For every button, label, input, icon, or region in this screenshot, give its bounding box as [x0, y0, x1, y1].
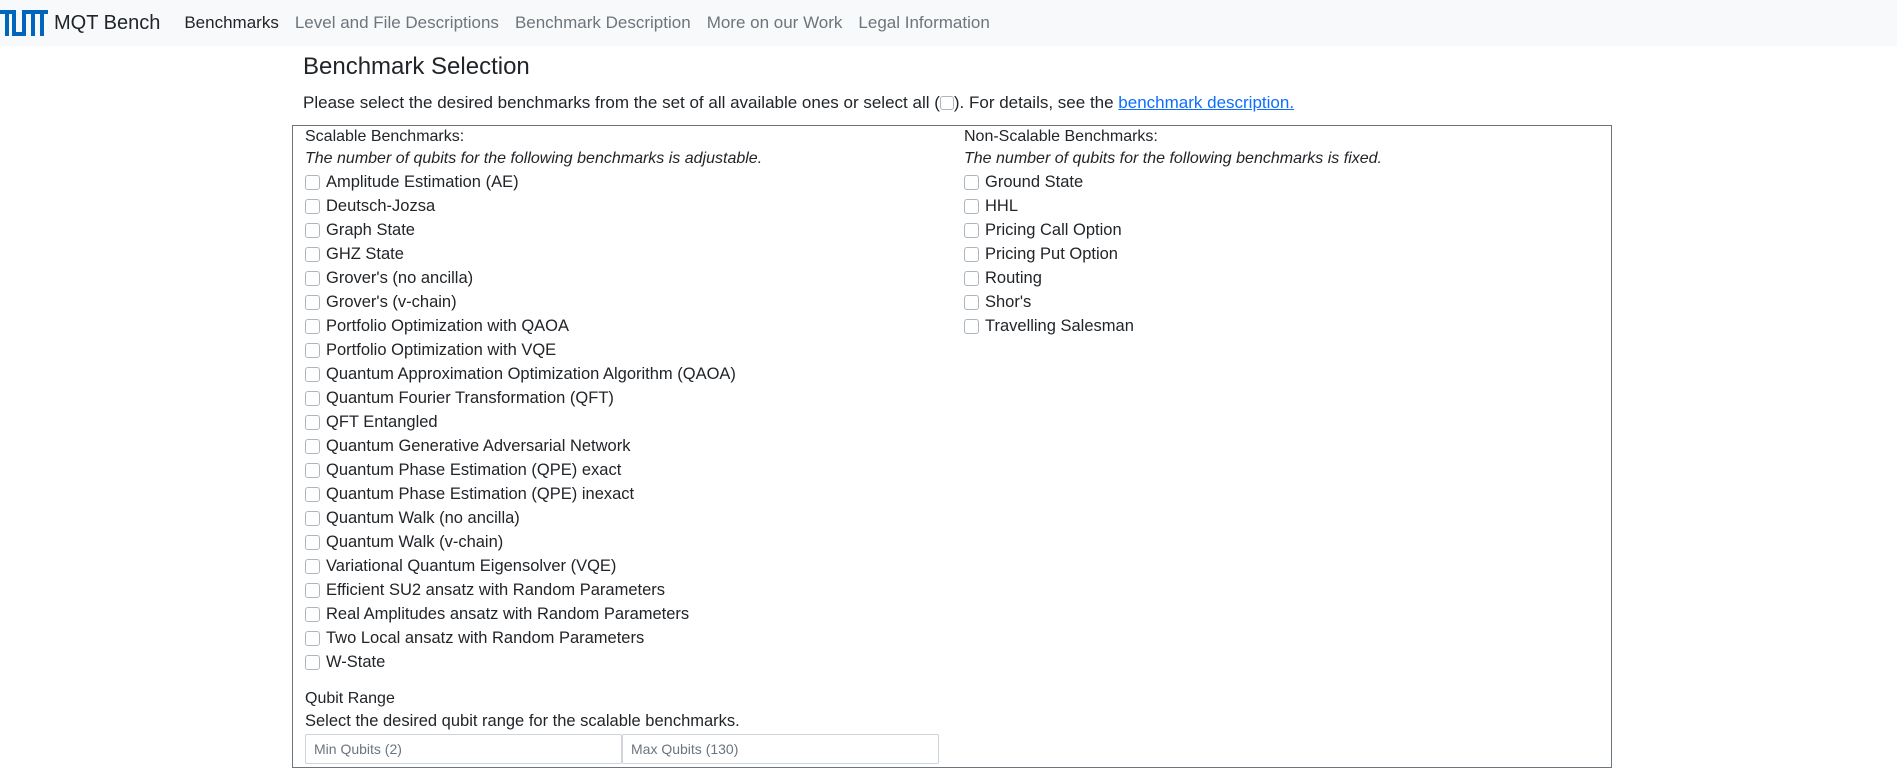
benchmark-checkbox[interactable] [305, 583, 320, 598]
benchmark-checkbox[interactable] [305, 463, 320, 478]
top-navbar [0, 0, 1897, 46]
nav-link-level-file-descriptions[interactable]: Level and File Descriptions [294, 13, 499, 32]
benchmark-label: Efficient SU2 ansatz with Random Parameters [326, 580, 666, 599]
benchmark-label: Quantum Generative Adversarial Network [326, 436, 631, 455]
benchmark-selection-box [292, 125, 1612, 768]
benchmark-checkbox[interactable] [305, 535, 320, 550]
benchmark-label: Pricing Call Option [985, 220, 1122, 239]
benchmark-checkbox[interactable] [964, 199, 979, 214]
benchmark-checkbox[interactable] [305, 607, 320, 622]
benchmark-label: Variational Quantum Eigensolver (VQE) [326, 556, 617, 575]
benchmark-option[interactable] [305, 410, 945, 434]
benchmark-label: Quantum Walk (v-chain) [326, 532, 504, 551]
scalable-subtitle: The number of qubits for the following benchmarks is adjustable. [305, 150, 763, 167]
benchmark-option[interactable] [964, 314, 1604, 338]
benchmark-option[interactable] [305, 506, 945, 530]
benchmark-checkbox[interactable] [964, 271, 979, 286]
benchmark-label: Travelling Salesman [985, 316, 1134, 335]
non-scalable-benchmark-list [964, 170, 1604, 338]
benchmark-option[interactable] [305, 266, 945, 290]
qubit-range-inputs [305, 734, 945, 764]
benchmark-description-link[interactable]: benchmark description. [1118, 93, 1295, 112]
benchmark-option[interactable] [964, 290, 1604, 314]
benchmark-label: Two Local ansatz with Random Parameters [326, 628, 645, 647]
benchmark-option[interactable] [305, 482, 945, 506]
benchmark-checkbox[interactable] [305, 367, 320, 382]
benchmark-checkbox[interactable] [964, 319, 979, 334]
qubit-range-description: Select the desired qubit range for the scalable benchmarks. [305, 712, 740, 730]
nav-link-more-on-our-work[interactable]: More on our Work [706, 13, 843, 32]
benchmark-checkbox[interactable] [964, 223, 979, 238]
nav-link-legal-information[interactable]: Legal Information [858, 13, 990, 32]
benchmark-option[interactable] [305, 434, 945, 458]
benchmark-checkbox[interactable] [305, 559, 320, 574]
benchmark-label: Graph State [326, 220, 415, 239]
benchmark-option[interactable] [964, 242, 1604, 266]
benchmark-option[interactable] [305, 242, 945, 266]
benchmark-option[interactable] [305, 170, 945, 194]
benchmark-checkbox[interactable] [305, 439, 320, 454]
benchmark-option[interactable] [305, 314, 945, 338]
benchmark-checkbox[interactable] [305, 319, 320, 334]
benchmark-option[interactable] [305, 386, 945, 410]
benchmark-option[interactable] [305, 218, 945, 242]
benchmark-checkbox[interactable] [305, 655, 320, 670]
non-scalable-benchmarks-column [964, 126, 1604, 338]
benchmark-checkbox[interactable] [305, 247, 320, 262]
benchmark-checkbox[interactable] [305, 343, 320, 358]
benchmark-checkbox[interactable] [305, 487, 320, 502]
benchmark-checkbox[interactable] [305, 631, 320, 646]
non-scalable-subtitle: The number of qubits for the following benchmarks is fixed. [964, 150, 1382, 167]
benchmark-label: Amplitude Estimation (AE) [326, 172, 519, 191]
benchmark-option[interactable] [964, 218, 1604, 242]
benchmark-option[interactable] [305, 290, 945, 314]
benchmark-label: Quantum Phase Estimation (QPE) inexact [326, 484, 635, 503]
benchmark-checkbox[interactable] [305, 199, 320, 214]
benchmark-label: Ground State [985, 172, 1084, 191]
benchmark-checkbox[interactable] [305, 511, 320, 526]
brand-name: MQT Bench [54, 11, 161, 34]
benchmark-option[interactable] [305, 458, 945, 482]
benchmark-option[interactable] [305, 530, 945, 554]
benchmark-label: Quantum Fourier Transformation (QFT) [326, 388, 614, 407]
benchmark-checkbox[interactable] [305, 415, 320, 430]
intro-text [303, 90, 1613, 116]
benchmark-option[interactable] [305, 578, 945, 602]
benchmark-label: Portfolio Optimization with QAOA [326, 316, 570, 335]
benchmark-checkbox[interactable] [964, 175, 979, 190]
benchmark-checkbox[interactable] [964, 247, 979, 262]
page-title: Benchmark Selection [303, 53, 530, 80]
benchmark-label: QFT Entangled [326, 412, 438, 431]
benchmark-label: Grover's (v-chain) [326, 292, 457, 311]
benchmark-option[interactable] [305, 554, 945, 578]
benchmark-label: Pricing Put Option [985, 244, 1118, 263]
benchmark-option[interactable] [305, 338, 945, 362]
benchmark-checkbox[interactable] [305, 175, 320, 190]
intro-text-middle: ). For details, see the [953, 93, 1119, 112]
qubit-range-title: Qubit Range [305, 690, 395, 707]
benchmark-option[interactable] [964, 170, 1604, 194]
benchmark-checkbox[interactable] [305, 223, 320, 238]
benchmark-option[interactable] [305, 650, 945, 674]
benchmark-label: Deutsch-Jozsa [326, 196, 436, 215]
benchmark-checkbox[interactable] [305, 271, 320, 286]
benchmark-label: Quantum Walk (no ancilla) [326, 508, 520, 527]
benchmark-label: GHZ State [326, 244, 404, 263]
tum-logo-icon [0, 10, 48, 36]
benchmark-option[interactable] [305, 194, 945, 218]
benchmark-label: Grover's (no ancilla) [326, 268, 474, 287]
max-qubits-input[interactable] [622, 734, 939, 764]
benchmark-option[interactable] [305, 602, 945, 626]
benchmark-option[interactable] [305, 362, 945, 386]
benchmark-label: Shor's [985, 292, 1032, 311]
benchmark-option[interactable] [964, 194, 1604, 218]
select-all-checkbox[interactable] [940, 96, 954, 110]
benchmark-checkbox[interactable] [964, 295, 979, 310]
benchmark-option[interactable] [964, 266, 1604, 290]
min-qubits-input[interactable] [305, 734, 622, 764]
non-scalable-title: Non-Scalable Benchmarks: [964, 128, 1158, 145]
scalable-benchmark-list [305, 170, 945, 674]
benchmark-checkbox[interactable] [305, 295, 320, 310]
benchmark-label: Quantum Phase Estimation (QPE) exact [326, 460, 622, 479]
benchmark-checkbox[interactable] [305, 391, 320, 406]
brand[interactable] [0, 0, 160, 46]
intro-text-before: Please select the desired benchmarks from the set of all available ones or select all ( [303, 93, 940, 112]
scalable-benchmarks-column [305, 126, 945, 764]
scalable-title: Scalable Benchmarks: [305, 128, 465, 145]
benchmark-label: Quantum Approximation Optimization Algorithm (QAOA) [326, 364, 736, 383]
benchmark-label: HHL [985, 196, 1019, 215]
benchmark-label: Routing [985, 268, 1042, 287]
benchmark-label: Portfolio Optimization with VQE [326, 340, 557, 359]
benchmark-label: W-State [326, 652, 386, 671]
benchmark-label: Real Amplitudes ansatz with Random Parameters [326, 604, 690, 623]
nav-link-benchmark-description[interactable]: Benchmark Description [514, 13, 691, 32]
main-content [303, 46, 1613, 730]
benchmark-option[interactable] [305, 626, 945, 650]
nav-link-benchmarks[interactable]: Benchmarks [184, 13, 279, 32]
